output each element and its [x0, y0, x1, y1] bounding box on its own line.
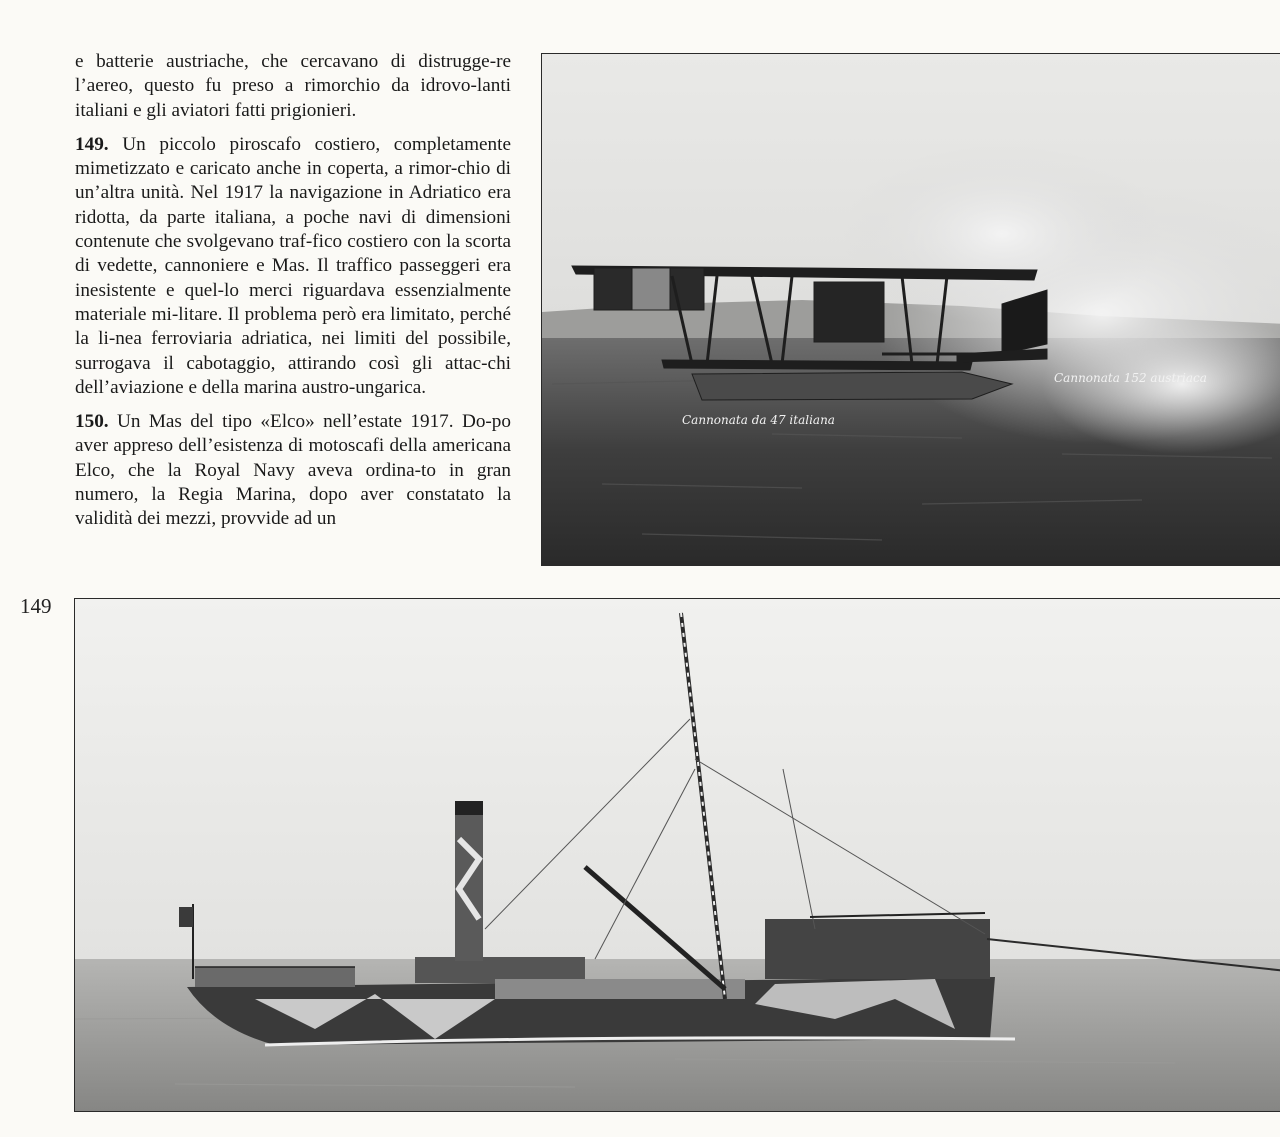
text-column	[75, 50, 511, 542]
steamer-photo-image	[75, 599, 1280, 1111]
caption-150-text: Un Mas del tipo «Elco» nell’estate 1917. Do-po aver appreso dell’esistenza di motoscafi della americana Elco, che la Royal Navy aveva ordina-to in gran numero, la Regia Marina, dopo aver constatato la validità dei mezzi, provvide ad un	[75, 411, 511, 530]
seaplane-annotation-left: Cannonata da 47 italiana	[682, 413, 835, 427]
intro-paragraph: e batterie austriache, che cercavano di distrugge-re l’aereo, questo fu preso a rimorchio da idrovo-lanti italiani e gli aviatori fatti prigionieri.	[75, 51, 511, 121]
seaplane-photo	[541, 53, 1280, 566]
caption-149-number: 149.	[75, 133, 109, 155]
caption-149-text: Un piccolo piroscafo costiero, completamente mimetizzato e caricato anche in coperta, a rimor-chio di un’altra unità. Nel 1917 la navigazione in Adriatico era ridotta, da parte italiana, a poche navi di dimensioni contenute che svolgevano traf-fico costiero con la scorta di vedette, cannoniere e Mas. Il traffico passeggeri era inesistente e quel-lo merci riguardava essenzialmente materiale mi-litare. Il problema però era limitato, perché la li-nea ferroviaria adriatica, nei limiti del possibile, surrogava il cabotaggio, attirando così gli attac-chi dell’aviazione e della marina austro-ungarica.	[75, 133, 511, 398]
seaplane-annotation-right: Cannonata 152 austriaca	[1054, 371, 1207, 385]
plate-number: 149	[20, 594, 52, 618]
caption-149	[75, 133, 511, 400]
seaplane-photo-image	[542, 54, 1280, 565]
caption-150	[75, 410, 511, 531]
caption-150-number: 150.	[75, 411, 109, 433]
steamer-photo	[74, 598, 1280, 1112]
